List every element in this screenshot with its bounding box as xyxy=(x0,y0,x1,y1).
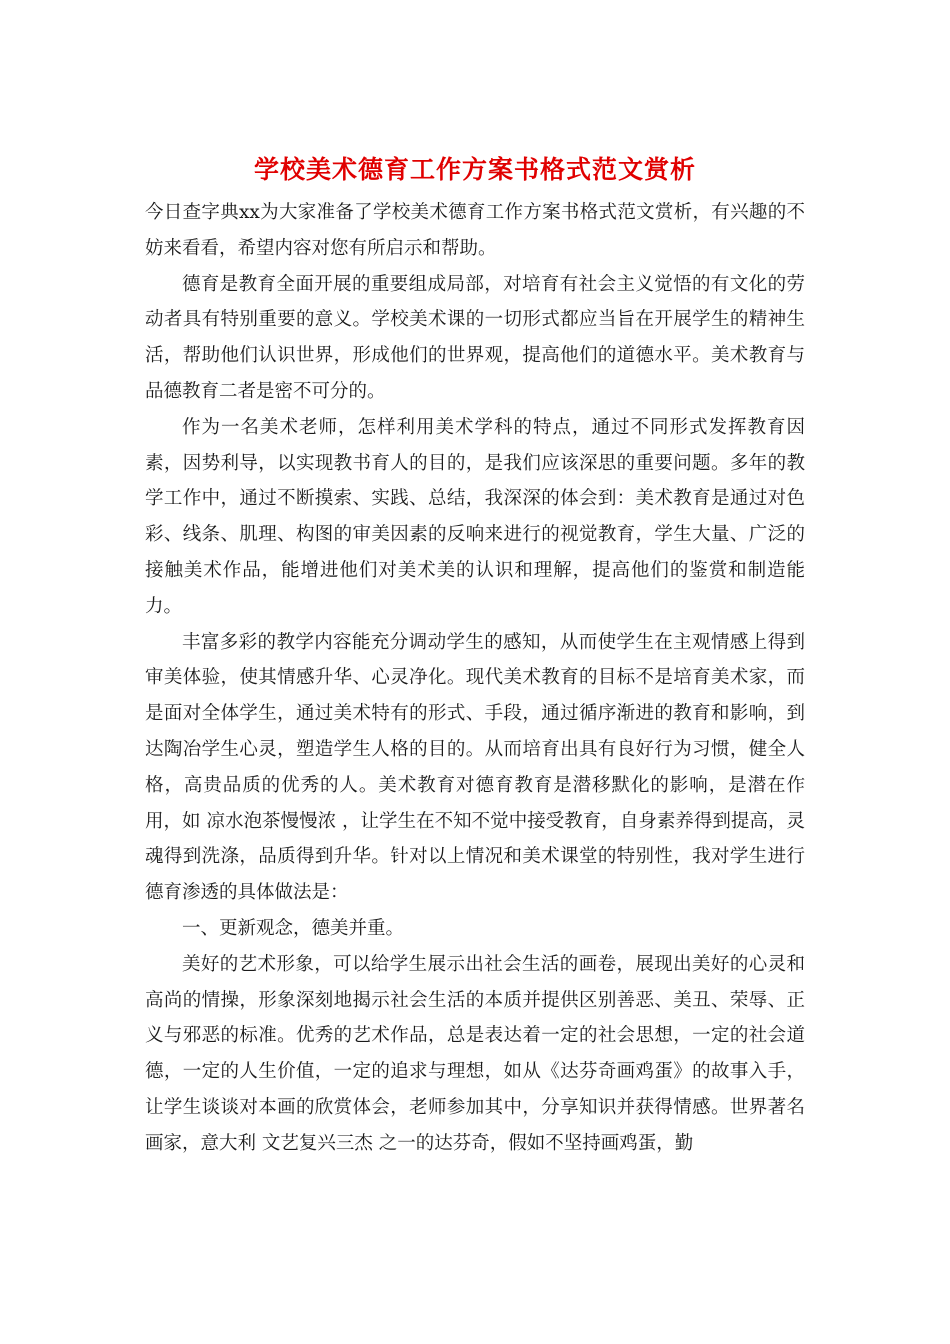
paragraph: 丰富多彩的教学内容能充分调动学生的感知，从而使学生在主观情感上得到审美体验，使其情感升华、心灵净化。现代美术教育的目标不是培育美术家，而是面对全体学生，通过美术特有的形式、手段，通过循序渐进的教育和影响，到达陶冶学生心灵，塑造学生人格的目的。从而培育出具有良好行为习惯，健全人格，高贵品质的优秀的人。美术教育对德育教育是潜移默化的影响，是潜在作用，如 凉水泡茶慢慢浓 ，让学生在不知不觉中接受教育，自身素养得到提高，灵魂得到洗涤，品质得到升华。针对以上情况和美术课堂的特别性，我对学生进行德育渗透的具体做法是： xyxy=(145,631,805,904)
document-title: 学校美术德育工作方案书格式范文赏析 xyxy=(253,155,696,184)
paragraph: 作为一名美术老师，怎样利用美术学科的特点，通过不同形式发挥教育因素，因势利导，以实现教书育人的目的，是我们应该深思的重要问题。多年的教学工作中，通过不断摸索、实践、总结，我深深的体会到：美术教育是通过对色彩、线条、肌理、构图的审美因素的反响来进行的视觉教育，学生大量、广泛的接触美术作品，能增进他们对美术美的认识和理解，提高他们的鉴赏和制造能力。 xyxy=(145,416,805,617)
paragraph: 德育是教育全面开展的重要组成局部，对培育有社会主义觉悟的有文化的劳动者具有特别重要的意义。学校美术课的一切形式都应当旨在开展学生的精神生活，帮助他们认识世界，形成他们的世界观，提高他们的道德水平。美术教育与品德教育二者是密不可分的。 xyxy=(145,273,805,402)
paragraph: 美好的艺术形象，可以给学生展示出社会生活的画卷，展现出美好的心灵和高尚的情操，形象深刻地揭示社会生活的本质并提供区别善恶、美丑、荣辱、正义与邪恶的标准。优秀的艺术作品，总是表达着一定的社会思想，一定的社会道德，一定的人生价值，一定的追求与理想，如从《达芬奇画鸡蛋》的故事入手，让学生谈谈对本画的欣赏体会，老师参加其中，分享知识并获得情感。世界著名画家，意大利 文艺复兴三杰 之一的达芬奇，假如不坚持画鸡蛋，勤 xyxy=(145,953,805,1154)
document-body xyxy=(145,195,805,1162)
paragraph-intro: 今日查字典xx为大家准备了学校美术德育工作方案书格式范文赏析，有兴趣的不妨来看看，希望内容对您有所启示和帮助。 xyxy=(145,202,805,259)
section-heading: 一、更新观念，德美并重。 xyxy=(182,917,405,939)
